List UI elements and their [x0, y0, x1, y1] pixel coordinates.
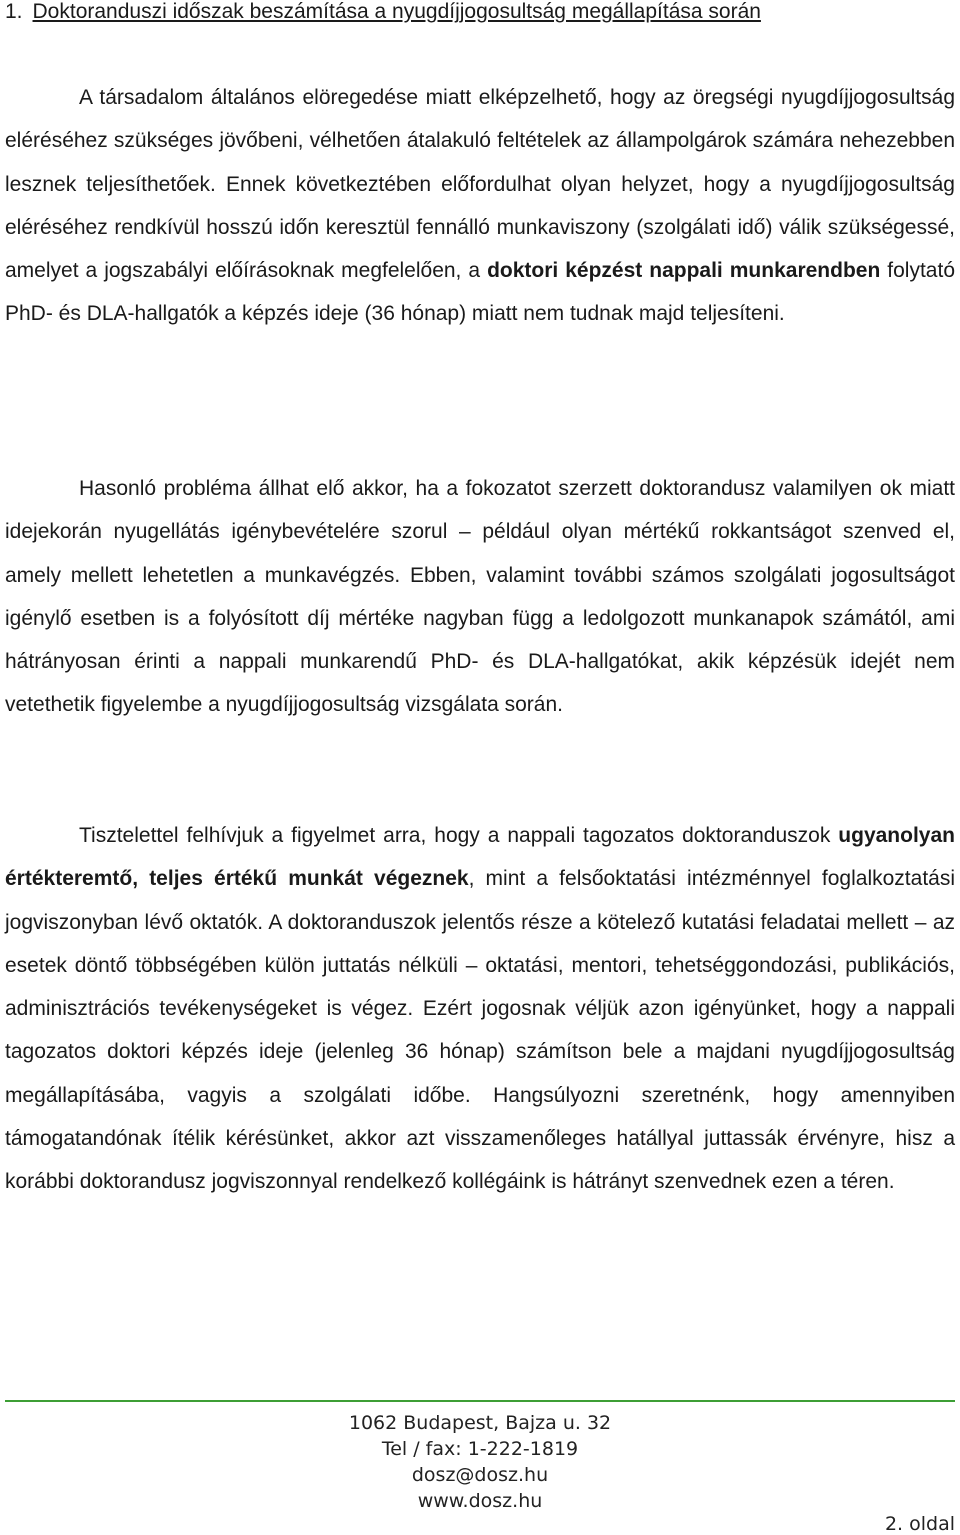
paragraph-3-emphasis: ugyanolyan értékteremtő, teljes értékű munkát végeznek: [5, 824, 955, 891]
paragraph-1: [5, 76, 955, 336]
paragraph-3-text-a: Tisztelettel felhívjuk a figyelmet arra, hogy a nappali tagozatos doktoranduszok: [79, 824, 839, 847]
footer-contact: [0, 1410, 960, 1514]
paragraph-1-text-b: folytató PhD- és DLA-hallgatók a képzés ideje (36 hónap) miatt nem tudnak majd teljesíteni.: [5, 259, 955, 326]
footer-address: 1062 Budapest, Bajza u. 32: [348, 1412, 612, 1434]
page-number: 2. oldal: [884, 1513, 955, 1535]
section-heading: [5, 0, 955, 26]
paragraph-3-text-b: , mint a felsőoktatási intézménnyel foglalkoztatási jogviszonyban lévő oktatók. A doktoranduszok jelentős része a kötelező kutatási feladatai mellett – az esetek döntő többségében külön juttatás nélküli – oktatási, mentori, tehetséggondozási, publikációs, adminisztrációs tevékenységeket is végez. Ezért jogosnak véljük azon igényünket, hogy a nappali tagozatos doktori képzés ideje (jelenleg 36 hónap) számítson bele a majdani nyugdíjjogosultság megállapításába, vagyis a szolgálati időbe. Hangsúlyozni szeretnénk, hogy amennyiben támogatandónak ítélik kérésünket, akkor azt visszamenőleges hatállyal juttassák érvényre, hisz a korábbi doktorandusz jogviszonnyal rendelkező kollégáink is hátrányt szenvednek ezen a téren.: [5, 867, 955, 1194]
footer-phone: Tel / fax: 1-222-1819: [381, 1438, 579, 1460]
section-title: Doktoranduszi időszak beszámítása a nyugdíjjogosultság megállapítása során: [32, 0, 761, 23]
paragraph-2-text: Hasonló probléma állhat elő akkor, ha a fokozatot szerzett doktorandusz valamilyen ok miatt idejekorán nyugellátás igénybevételére szorul – például olyan mértékű rokkantságot szenved el, amely mellett lehetetlen a munkavégzés. Ebben, valamint további számos szolgálati jogosultságot igénylő esetben is a folyósított díj mértéke nagyban függ a ledolgozott munkanapok számától, ami hátrányosan érinti a nappali munkarendű PhD- és DLA-hallgatókat, akik képzésük idejét nem vetethetik figyelembe a nyugdíjjogosultság vizsgálata során.: [5, 477, 955, 717]
footer-divider: [5, 1400, 955, 1402]
paragraph-1-text-a: A társadalom általános elöregedése miatt elképzelhető, hogy az öregségi nyugdíjjogosultság eléréséhez szükséges jövőbeni, vélhetően átalakuló feltételek az állampolgárok számára nehezebben lesznek teljesíthetőek. Ennek következtében előfordulhat olyan helyzet, hogy a nyugdíjjogosultság eléréséhez rendkívül hosszú időn keresztül fennálló munkaviszony (szolgálati idő) válik szükségessé, amelyet a jogszabályi előírásoknak megfelelően, a: [5, 86, 955, 283]
footer-website: www.dosz.hu: [417, 1490, 543, 1512]
paragraph-3: [5, 814, 955, 1204]
footer-email: dosz@dosz.hu: [411, 1464, 549, 1486]
paragraph-1-emphasis: doktori képzést nappali munkarendben: [487, 259, 881, 283]
paragraph-2: [5, 467, 955, 727]
section-number: 1.: [5, 0, 23, 23]
